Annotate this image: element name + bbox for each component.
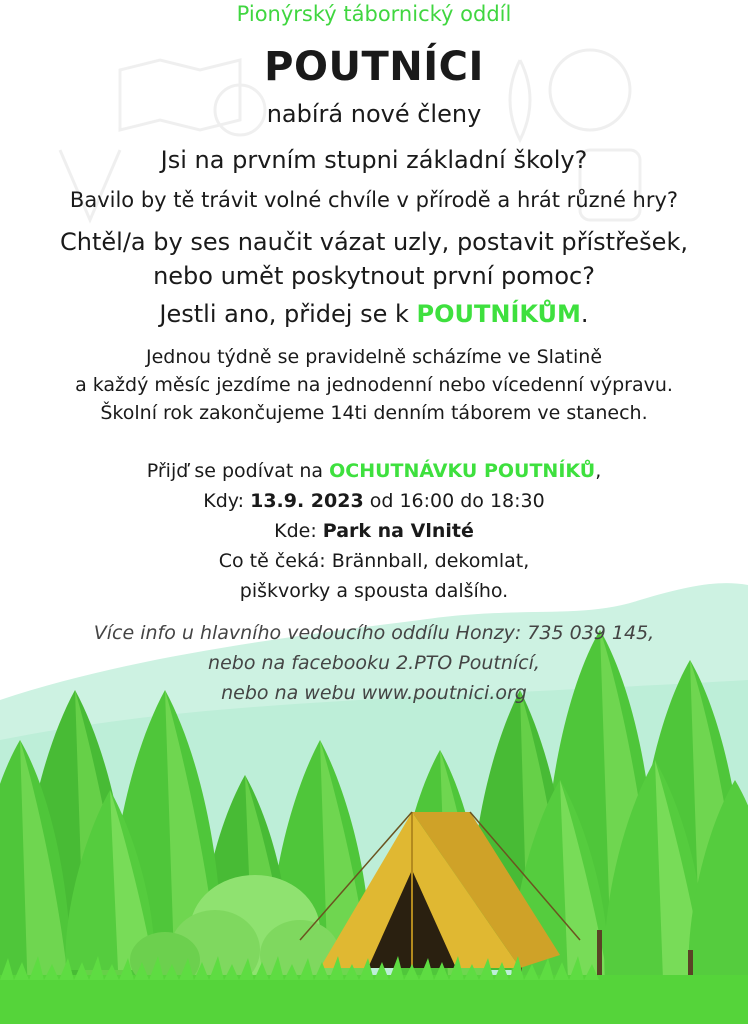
join-prefix: Jestli ano, přidej se k [159, 300, 417, 328]
poster-title: POUTNÍCI [264, 44, 484, 90]
contact-line-1: Více info u hlavního vedoucího oddílu Honzy: 735 039 145, [93, 622, 655, 644]
tagline: nabírá nové členy [266, 100, 482, 128]
about-line-3: Školní rok zakončujeme 14ti denním táborem ve stanech. [100, 402, 648, 424]
invite-suffix: , [595, 460, 602, 482]
question-2: Bavilo by tě trávit volné chvíle v přírodě a hrát různé hry? [69, 188, 679, 212]
when-label: Kdy: [203, 490, 251, 512]
invite-prefix: Přijď se podívat na [146, 460, 330, 482]
organization-subtitle: Pionýrský tábornický oddíl [236, 2, 512, 26]
about-line-1: Jednou týdně se pravidelně scházíme ve Slatině [145, 346, 603, 368]
when-date: 13.9. 2023 [250, 490, 364, 512]
event-name: OCHUTNÁVKU POUTNÍKŮ [329, 460, 596, 482]
question-3: Chtěl/a by ses naučit vázat uzly, postavit přístřešek, [60, 228, 688, 256]
activities-line-2: piškvorky a spousta dalšího. [239, 580, 509, 602]
where-value: Park na Vlnité [322, 520, 474, 542]
where-label: Kde: [274, 520, 323, 542]
join-call [0, 300, 748, 328]
question-4: nebo umět poskytnout první pomoc? [153, 262, 595, 290]
contact-line-3: nebo na webu www.poutnici.org [221, 682, 527, 704]
invite-line [0, 460, 748, 482]
contact-line-2: nebo na facebooku 2.PTO Poutnící, [208, 652, 540, 674]
join-suffix: . [580, 300, 589, 328]
join-highlight: POUTNÍKŮM [416, 300, 581, 328]
where-line [0, 520, 748, 542]
when-line [0, 490, 748, 512]
activities-line-1: Co tě čeká: Brännball, dekomlat, [218, 550, 530, 572]
when-time: od 16:00 do 18:30 [363, 490, 545, 512]
question-1: Jsi na prvním stupni základní školy? [160, 146, 588, 174]
about-line-2: a každý měsíc jezdíme na jednodenní nebo vícedenní výpravu. [75, 374, 673, 396]
